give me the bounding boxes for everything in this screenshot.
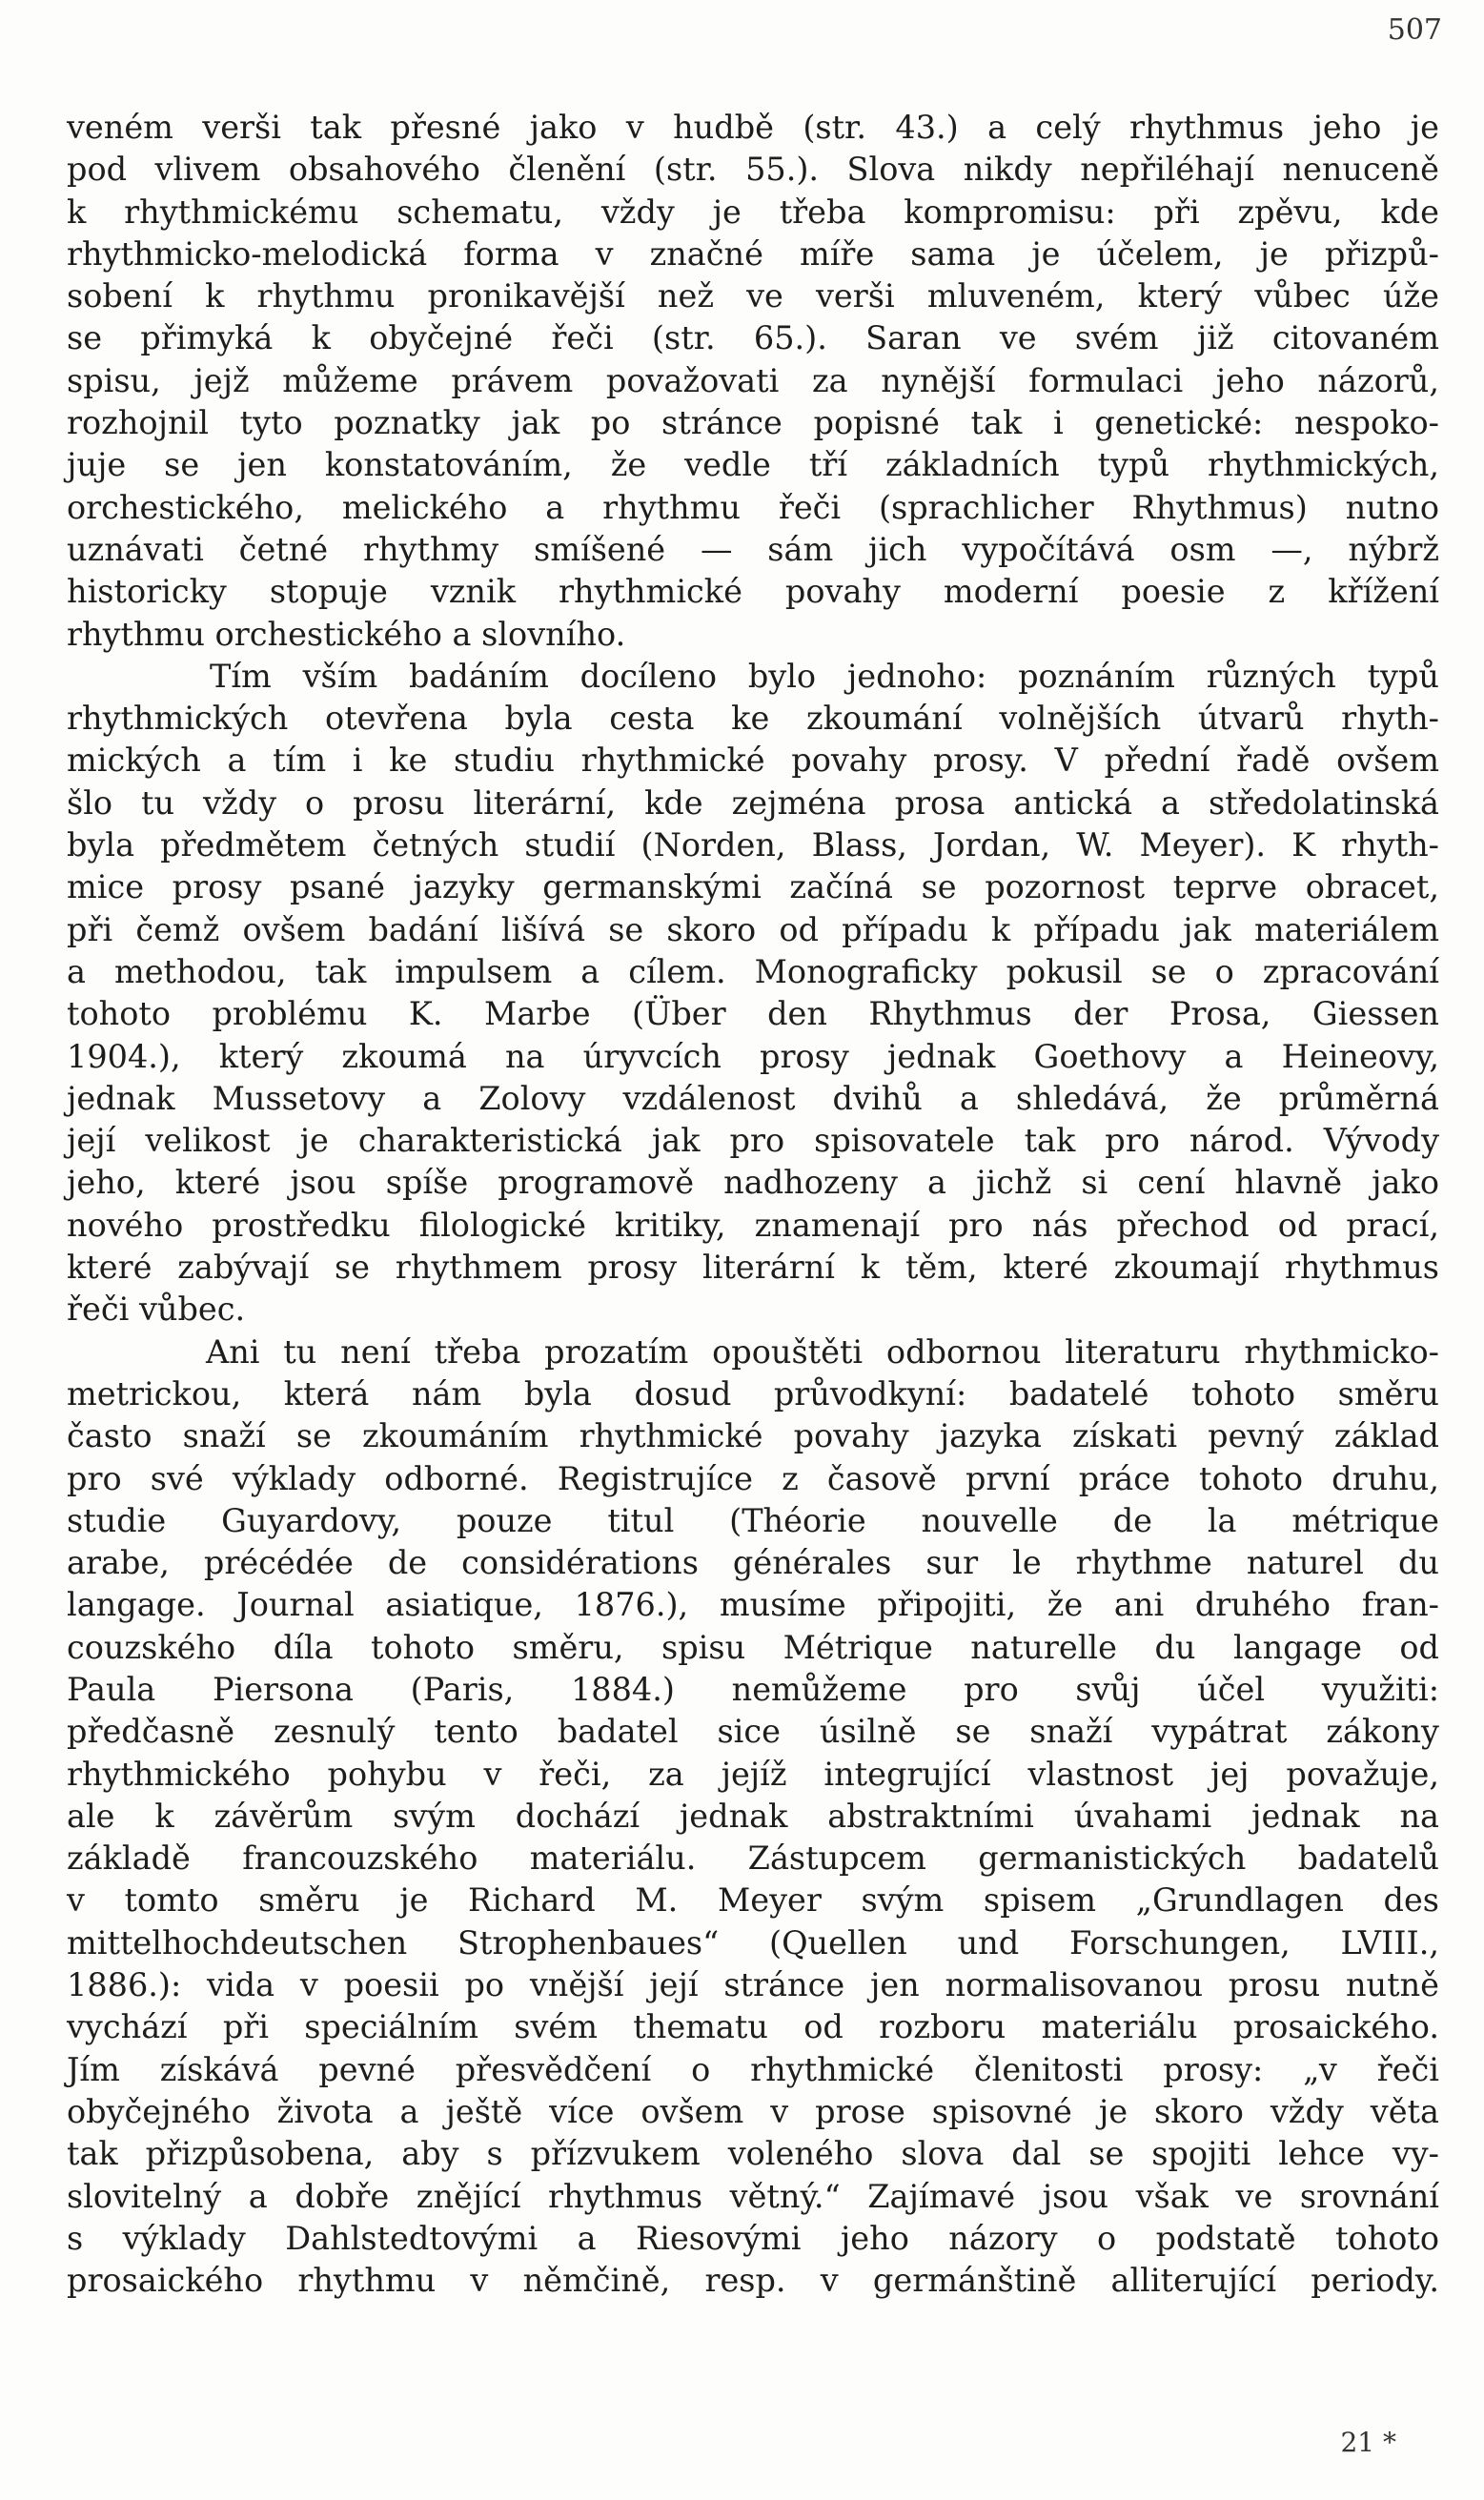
text-line: slovitelný a dobře znějící rhythmus větný.“ Zajímavé jsou však ve srovnání (67, 2177, 1439, 2215)
text-line: ale k závěrům svým dochází jednak abstraktními úvahami jednak na (67, 1797, 1439, 1835)
text-line: nového prostředku filologické kritiky, znamenají pro nás přechod od prací, (67, 1206, 1439, 1244)
text-line: základě francouzského materiálu. Zástupcem germanistických badatelů (67, 1839, 1439, 1878)
text-line: prosaického rhythmu v němčině, resp. v germánštině alliterující periody. (67, 2262, 1439, 2300)
text-line: pro své výklady odborné. Registrujíce z časově první práce tohoto druhu, (67, 1459, 1439, 1497)
text-line: arabe, précédée de considérations générales sur le rhythme naturel du (67, 1544, 1439, 1582)
text-line: sobení k rhythmu pronikavější než ve verši mluveném, který vůbec úže (67, 277, 1439, 315)
text-line: šlo tu vždy o prosu literární, kde zejména prosa antická a středolatinská (67, 783, 1439, 822)
text-line: jednak Mussetovy a Zolovy vzdálenost dvihů a shledává, že průměrná (67, 1079, 1439, 1117)
text-line: při čemž ovšem badání lišívá se skoro od případu k případu jak materiálem (67, 910, 1439, 948)
text-line: se přimyká k obyčejné řeči (str. 65.). Saran ve svém již citovaném (67, 319, 1439, 357)
text-line: veném verši tak přesné jako v hudbě (str. 43.) a celý rhythmus jeho je (67, 109, 1439, 146)
page-number: 507 (1387, 13, 1442, 47)
text-line: mice prosy psané jazyky germanskými začíná se pozornost teprve obracet, (67, 868, 1439, 906)
text-line: historicky stopuje vznik rhythmické povahy moderní poesie z křížení (67, 573, 1439, 611)
text-line: které zabývají se rhythmem prosy literární k těm, které zkoumají rhythmus (67, 1249, 1439, 1287)
text-line: mittelhochdeutschen Strophenbaues“ (Quellen und Forschungen, LVIII., (67, 1923, 1439, 1961)
text-line: rhythmicko-melodická forma v značné míře sama je účelem, je přizpů- (67, 234, 1439, 273)
text-line: s výklady Dahlstedtovými a Riesovými jeho názory o podstatě tohoto (67, 2219, 1439, 2257)
text-line: vychází při speciálním svém thematu od rozboru materiálu prosaického. (67, 2008, 1439, 2046)
text-line: jeho, které jsou spíše programově nadhozeny a jichž si cení hlavně jako (67, 1164, 1439, 1202)
signature-mark: 21 * (1340, 2427, 1396, 2458)
text-line: Tím vším badáním docíleno bylo jednoho: poznáním různých typů (210, 657, 1439, 695)
text-line: rhythmických otevřena byla cesta ke zkoumání volnějších útvarů rhyth- (67, 700, 1439, 738)
text-line: metrickou, která nám byla dosud průvodkyní: badatelé tohoto směru (67, 1374, 1439, 1413)
text-line: v tomto směru je Richard M. Meyer svým spisem „Grundlagen des (67, 1881, 1439, 1920)
body-text (67, 107, 1439, 2302)
text-line: a methodou, tak impulsem a cílem. Monograficky pokusil se o zpracování (67, 952, 1439, 990)
text-line: tak přizpůsobena, aby s přízvukem voleného slova dal se spojiti lehce vy- (67, 2135, 1439, 2173)
text-line: langage. Journal asiatique, 1876.), musíme připojiti, že ani druhého fran- (67, 1586, 1439, 1624)
text-line: obyčejného života a ještě více ovšem v prose spisovné je skoro vždy věta (67, 2092, 1439, 2130)
text-line: často snaží se zkoumáním rhythmické povahy jazyka získati pevný základ (67, 1417, 1439, 1455)
text-line: Paula Piersona (Paris, 1884.) nemůžeme pro svůj účel využiti: (67, 1670, 1439, 1708)
text-line: tohoto problému K. Marbe (Über den Rhythmus der Prosa, Giessen (67, 995, 1439, 1033)
text-line: Ani tu není třeba prozatím opouštěti odbornou literaturu rhythmicko- (206, 1332, 1439, 1371)
text-line: rozhojnil tyto poznatky jak po stránce popisné tak i genetické: nespoko- (67, 404, 1439, 442)
text-line: studie Guyardovy, pouze titul (Théorie nouvelle de la métrique (67, 1501, 1439, 1539)
text-line: její velikost je charakteristická jak pro spisovatele tak pro národ. Vývody (67, 1122, 1439, 1160)
text-line: spisu, jejž můžeme právem považovati za nynější formulaci jeho názorů, (67, 361, 1439, 399)
text-line: uznávati četné rhythmy smíšené — sám jich vypočítává osm —, nýbrž (67, 530, 1439, 568)
text-line: k rhythmickému schematu, vždy je třeba kompromisu: při zpěvu, kde (67, 193, 1439, 231)
text-line: rhythmického pohybu v řeči, za jejíž integrující vlastnost jej považuje, (67, 1755, 1439, 1793)
text-line: byla předmětem četných studií (Norden, Blass, Jordan, W. Meyer). K rhyth- (67, 826, 1439, 864)
text-line: couzského díla tohoto směru, spisu Métrique naturelle du langage od (67, 1628, 1439, 1666)
text-line: předčasně zesnulý tento badatel sice úsilně se snaží vypátrat zákony (67, 1713, 1439, 1751)
text-line: juje se jen konstatováním, že vedle tří základních typů rhythmických, (67, 446, 1439, 484)
text-line: Jím získává pevné přesvědčení o rhythmické členitosti prosy: „v řeči (67, 2050, 1439, 2088)
text-line: 1886.): vida v poesii po vnější její stránce jen normalisovanou prosu nutně (67, 1966, 1439, 2004)
text-line: pod vlivem obsahového členění (str. 55.). Slova nikdy nepřiléhají nenuceně (67, 151, 1439, 189)
text-line: 1904.), který zkoumá na úryvcích prosy jednak Goethovy a Heineovy, (67, 1037, 1439, 1075)
text-line: řeči vůbec. (67, 1291, 246, 1329)
text-line: orchestického, melického a rhythmu řeči (sprachlicher Rhythmus) nutno (67, 488, 1439, 526)
text-line: mických a tím i ke studiu rhythmické povahy prosy. V přední řadě ovšem (67, 742, 1439, 780)
text-line: rhythmu orchestického a slovního. (67, 615, 626, 653)
